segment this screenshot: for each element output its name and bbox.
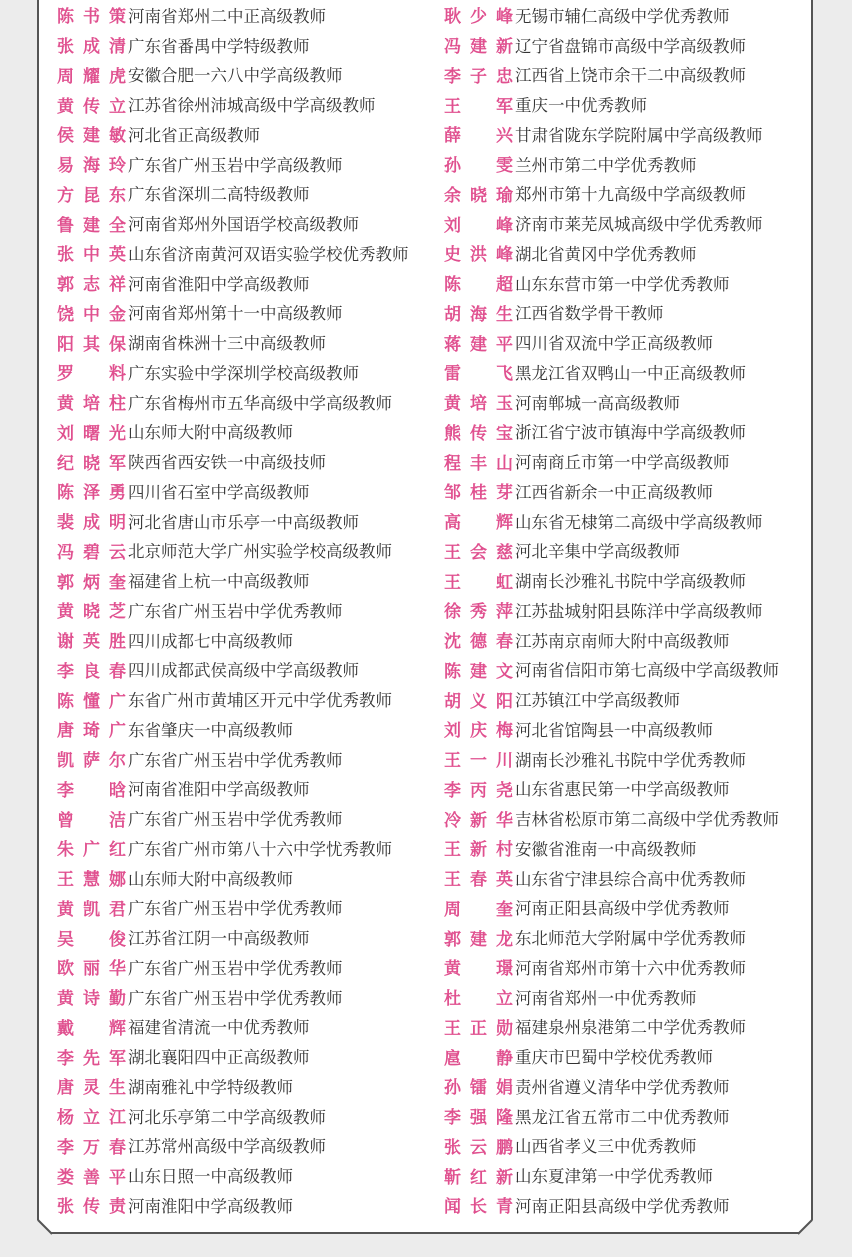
- teacher-name: 饶中金: [57, 304, 126, 325]
- teacher-title: 广东省梅州市五华高级中学高级教师: [128, 393, 392, 413]
- teacher-title: 河南正阳县高级中学优秀教师: [515, 899, 730, 919]
- teacher-row: [444, 1041, 779, 1071]
- teacher-row: [57, 327, 409, 357]
- teacher-title: 江苏省江阴一中高级教师: [128, 929, 310, 949]
- teacher-row: [57, 893, 409, 923]
- teacher-name: 陈书策: [57, 7, 126, 28]
- teacher-name: 鲁建全: [57, 215, 126, 236]
- teacher-name: 刘庆梅: [444, 721, 513, 742]
- teacher-row: [444, 1071, 779, 1101]
- teacher-name: 黄传立: [57, 96, 126, 117]
- teacher-row: [444, 1190, 779, 1220]
- teacher-name: 郭建龙: [444, 929, 513, 950]
- teacher-title: 广东省广州玉岩中学优秀教师: [128, 988, 343, 1008]
- teacher-row: [57, 387, 409, 417]
- teacher-name: 张云鹏: [444, 1137, 513, 1158]
- teacher-name: 闻长青: [444, 1197, 513, 1218]
- teacher-title: 河南商丘市第一中学高级教师: [515, 453, 730, 473]
- teacher-title: 广东省广州玉岩中学优秀教师: [128, 810, 343, 830]
- teacher-name: 孙 雯: [444, 156, 513, 177]
- teacher-row: [57, 684, 409, 714]
- teacher-title: 河南省信阳市第七高级中学高级教师: [515, 661, 779, 681]
- teacher-row: [444, 60, 779, 90]
- teacher-name: 王会慈: [444, 542, 513, 563]
- teacher-title: 安徽合肥一六八中学高级教师: [128, 66, 343, 86]
- teacher-row: [57, 208, 409, 238]
- teacher-row: [57, 417, 409, 447]
- left-teacher-column: [57, 0, 409, 1220]
- teacher-row: [57, 179, 409, 209]
- teacher-row: [57, 238, 409, 268]
- teacher-row: [444, 208, 779, 238]
- teacher-name: 周耀虎: [57, 66, 126, 87]
- teacher-row: [444, 238, 779, 268]
- teacher-row: [57, 1012, 409, 1042]
- teacher-title: 江苏常州高级中学高级教师: [128, 1137, 326, 1157]
- teacher-title: 广东省广州市第八十六中学忧秀教师: [128, 839, 392, 859]
- teacher-name: 陈泽勇: [57, 483, 126, 504]
- teacher-row: [57, 1160, 409, 1190]
- teacher-title: 江苏南京南师大附中高级教师: [515, 631, 730, 651]
- teacher-name: 李 晗: [57, 780, 126, 801]
- teacher-row: [444, 30, 779, 60]
- teacher-row: [444, 298, 779, 328]
- teacher-title: 四川省石室中学高级教师: [128, 482, 310, 502]
- teacher-name: 王新村: [444, 840, 513, 861]
- teacher-name: 张传责: [57, 1197, 126, 1218]
- teacher-row: [57, 655, 409, 685]
- teacher-row: [57, 625, 409, 655]
- teacher-title: 广东省广州玉岩中学优秀教师: [128, 899, 343, 919]
- teacher-title: 河南省郑州外国语学校高级教师: [128, 215, 359, 235]
- teacher-name: 冷新华: [444, 810, 513, 831]
- teacher-title: 山东省无棣第二高级中学高级教师: [515, 512, 763, 532]
- teacher-row: [444, 982, 779, 1012]
- teacher-title: 东省肇庆一中高级教师: [128, 720, 293, 740]
- teacher-row: [444, 327, 779, 357]
- teacher-title: 山东省济南黄河双语实验学校优秀教师: [128, 244, 409, 264]
- teacher-name: 王一川: [444, 751, 513, 772]
- teacher-row: [444, 387, 779, 417]
- teacher-row: [57, 357, 409, 387]
- teacher-name: 陈懂广: [57, 691, 126, 712]
- teacher-row: [444, 922, 779, 952]
- teacher-name: 蒋建平: [444, 334, 513, 355]
- teacher-row: [57, 1071, 409, 1101]
- teacher-title: 河北乐亭第二中学高级教师: [128, 1107, 326, 1127]
- teacher-row: [444, 1101, 779, 1131]
- teacher-title: 广东省广州玉岩中学优秀教师: [128, 958, 343, 978]
- teacher-title: 浙江省宁波市镇海中学高级教师: [515, 423, 746, 443]
- teacher-title: 北京师范大学广州实验学校高级教师: [128, 542, 392, 562]
- teacher-name: 黄诗勤: [57, 989, 126, 1010]
- teacher-name: 杜 立: [444, 989, 513, 1010]
- teacher-row: [57, 774, 409, 804]
- teacher-row: [57, 833, 409, 863]
- teacher-name: 邹桂芽: [444, 483, 513, 504]
- teacher-name: 戴 辉: [57, 1018, 126, 1039]
- teacher-title: 山东师大附中高级教师: [128, 869, 293, 889]
- teacher-title: 江西省数学骨干教师: [515, 304, 664, 324]
- teacher-name: 方昆东: [57, 185, 126, 206]
- teacher-title: 河南省郑州市第十六中优秀教师: [515, 958, 746, 978]
- teacher-name: 黄培柱: [57, 394, 126, 415]
- teacher-name: 欧丽华: [57, 959, 126, 980]
- teacher-row: [444, 625, 779, 655]
- teacher-name: 陈建文: [444, 661, 513, 682]
- teacher-name: 张中英: [57, 245, 126, 266]
- teacher-name: 熊传宝: [444, 423, 513, 444]
- teacher-row: [444, 714, 779, 744]
- teacher-name: 王 军: [444, 96, 513, 117]
- teacher-title: 东北师范大学附属中学优秀教师: [515, 929, 746, 949]
- teacher-name: 薛 兴: [444, 126, 513, 147]
- teacher-row: [444, 833, 779, 863]
- teacher-title: 河南正阳县高级中学优秀教师: [515, 1196, 730, 1216]
- teacher-name: 程丰山: [444, 453, 513, 474]
- teacher-row: [57, 149, 409, 179]
- teacher-name: 杨立江: [57, 1108, 126, 1129]
- teacher-title: 福建省清流一中优秀教师: [128, 1018, 310, 1038]
- teacher-name: 黄凯君: [57, 899, 126, 920]
- teacher-name: 黄培玉: [444, 394, 513, 415]
- teacher-title: 黑龙江省双鸭山一中正高级教师: [515, 363, 746, 383]
- teacher-title: 河南省准阳中学高级教师: [128, 780, 310, 800]
- teacher-row: [444, 684, 779, 714]
- teacher-title: 湖北襄阳四中正高级教师: [128, 1048, 310, 1068]
- teacher-name: 高 辉: [444, 513, 513, 534]
- teacher-name: 雷 飞: [444, 364, 513, 385]
- teacher-row: [444, 446, 779, 476]
- teacher-name: 耿少峰: [444, 7, 513, 28]
- teacher-name: 郭炳奎: [57, 572, 126, 593]
- teacher-row: [444, 595, 779, 625]
- teacher-row: [444, 893, 779, 923]
- teacher-name: 易海玲: [57, 156, 126, 177]
- teacher-row: [57, 60, 409, 90]
- teacher-name: 沈德春: [444, 632, 513, 653]
- teacher-title: 安徽省淮南一中高级教师: [515, 839, 697, 859]
- teacher-name: 王春英: [444, 870, 513, 891]
- teacher-title: 江苏镇江中学高级教师: [515, 691, 680, 711]
- teacher-title: 广东省深圳二高特级教师: [128, 185, 310, 205]
- teacher-title: 河北省馆陶县一中高级教师: [515, 720, 713, 740]
- teacher-row: [444, 476, 779, 506]
- teacher-title: 黑龙江省五常市二中优秀教师: [515, 1107, 730, 1127]
- teacher-name: 阳其保: [57, 334, 126, 355]
- teacher-name: 李良春: [57, 661, 126, 682]
- teacher-row: [444, 1012, 779, 1042]
- teacher-title: 江苏盐城射阳县陈洋中学高级教师: [515, 601, 763, 621]
- teacher-name: 黄晓芝: [57, 602, 126, 623]
- teacher-title: 湖南长沙雅礼书院中学优秀教师: [515, 750, 746, 770]
- teacher-title: 山东省惠民第一中学高级教师: [515, 780, 730, 800]
- teacher-name: 陈 超: [444, 275, 513, 296]
- teacher-row: [57, 922, 409, 952]
- teacher-row: [57, 89, 409, 119]
- teacher-name: 娄善平: [57, 1167, 126, 1188]
- teacher-name: 凯萨尔: [57, 751, 126, 772]
- teacher-title: 广东省广州玉岩中学优秀教师: [128, 601, 343, 621]
- teacher-row: [444, 89, 779, 119]
- teacher-title: 山东师大附中高级教师: [128, 423, 293, 443]
- teacher-row: [57, 565, 409, 595]
- teacher-name: 刘曙光: [57, 423, 126, 444]
- teacher-row: [444, 744, 779, 774]
- teacher-row: [57, 536, 409, 566]
- teacher-name: 郭志祥: [57, 275, 126, 296]
- teacher-row: [57, 298, 409, 328]
- teacher-title: 湖南省株洲十三中高级教师: [128, 334, 326, 354]
- teacher-row: [57, 595, 409, 625]
- teacher-title: 河南省淮阳中学高级教师: [128, 274, 310, 294]
- teacher-title: 辽宁省盘锦市高级中学高级教师: [515, 36, 746, 56]
- teacher-title: 河北省正高级教师: [128, 125, 260, 145]
- teacher-title: 江苏省徐州沛城高级中学高级教师: [128, 96, 376, 116]
- teacher-row: [444, 357, 779, 387]
- teacher-name: 史洪峰: [444, 245, 513, 266]
- teacher-row: [444, 536, 779, 566]
- teacher-row: [444, 1160, 779, 1190]
- teacher-row: [57, 1041, 409, 1071]
- teacher-name: 黄 璟: [444, 959, 513, 980]
- teacher-title: 江西省上饶市余干二中高级教师: [515, 66, 746, 86]
- teacher-row: [57, 1190, 409, 1220]
- teacher-name: 李先军: [57, 1048, 126, 1069]
- teacher-name: 唐灵生: [57, 1078, 126, 1099]
- teacher-title: 陕西省西安铁一中高级技师: [128, 453, 326, 473]
- teacher-title: 吉林省松原市第二高级中学优秀教师: [515, 810, 779, 830]
- teacher-title: 四川成都七中高级教师: [128, 631, 293, 651]
- teacher-name: 王 虹: [444, 572, 513, 593]
- teacher-title: 广东省广州玉岩中学优秀教师: [128, 750, 343, 770]
- teacher-row: [444, 506, 779, 536]
- teacher-row: [57, 803, 409, 833]
- teacher-name: 刘 峰: [444, 215, 513, 236]
- teacher-name: 张成清: [57, 37, 126, 58]
- teacher-title: 广东省广州玉岩中学高级教师: [128, 155, 343, 175]
- teacher-title: 济南市莱芜凤城高级中学优秀教师: [515, 215, 763, 235]
- teacher-row: [444, 0, 779, 30]
- teacher-row: [444, 655, 779, 685]
- teacher-title: 兰州市第二中学优秀教师: [515, 155, 697, 175]
- teacher-name: 侯建敏: [57, 126, 126, 147]
- teacher-name: 朱广红: [57, 840, 126, 861]
- teacher-title: 东省广州市黄埔区开元中学优秀教师: [128, 691, 392, 711]
- teacher-name: 李强隆: [444, 1108, 513, 1129]
- teacher-row: [57, 476, 409, 506]
- teacher-name: 吴 俊: [57, 929, 126, 950]
- teacher-title: 甘肃省陇东学院附属中学高级教师: [515, 125, 763, 145]
- teacher-title: 湖南长沙雅礼书院中学高级教师: [515, 572, 746, 592]
- teacher-name: 李子忠: [444, 66, 513, 87]
- teacher-name: 唐琦广: [57, 721, 126, 742]
- teacher-row: [444, 952, 779, 982]
- teacher-row: [57, 1131, 409, 1161]
- teacher-row: [57, 744, 409, 774]
- teacher-name: 胡海生: [444, 304, 513, 325]
- teacher-title: 湖北省黄冈中学优秀教师: [515, 244, 697, 264]
- teacher-title: 河南省郑州二中正高级教师: [128, 6, 326, 26]
- teacher-name: 靳红新: [444, 1167, 513, 1188]
- teacher-title: 四川成都武侯高级中学高级教师: [128, 661, 359, 681]
- teacher-row: [57, 714, 409, 744]
- teacher-row: [444, 268, 779, 298]
- teacher-name: 王慧娜: [57, 870, 126, 891]
- teacher-row: [57, 506, 409, 536]
- teacher-title: 广东省番禺中学特级教师: [128, 36, 310, 56]
- teacher-title: 山东省宁津县综合高中优秀教师: [515, 869, 746, 889]
- teacher-row: [57, 982, 409, 1012]
- teacher-row: [444, 774, 779, 804]
- teacher-row: [444, 149, 779, 179]
- teacher-name: 李丙尧: [444, 780, 513, 801]
- teacher-row: [444, 119, 779, 149]
- teacher-name: 谢英胜: [57, 632, 126, 653]
- teacher-row: [57, 863, 409, 893]
- teacher-name: 曾 洁: [57, 810, 126, 831]
- teacher-title: 责州省遵义清华中学优秀教师: [515, 1077, 730, 1097]
- teacher-title: 山东东营市第一中学优秀教师: [515, 274, 730, 294]
- teacher-title: 山西省孝义三中优秀教师: [515, 1137, 697, 1157]
- teacher-title: 河北省唐山市乐亭一中高级教师: [128, 512, 359, 532]
- teacher-row: [57, 119, 409, 149]
- teacher-name: 冯建新: [444, 37, 513, 58]
- teacher-row: [57, 0, 409, 30]
- teacher-row: [57, 446, 409, 476]
- teacher-row: [444, 863, 779, 893]
- teacher-row: [444, 803, 779, 833]
- teacher-title: 山东夏津第一中学优秀教师: [515, 1167, 713, 1187]
- teacher-title: 河北辛集中学高级教师: [515, 542, 680, 562]
- teacher-name: 徐秀萍: [444, 602, 513, 623]
- teacher-title: 郑州市第十九高级中学高级教师: [515, 185, 746, 205]
- teacher-title: 江西省新余一中正高级教师: [515, 482, 713, 502]
- teacher-name: 王正勋: [444, 1018, 513, 1039]
- teacher-title: 福建省上杭一中高级教师: [128, 572, 310, 592]
- teacher-title: 河南淮阳中学高级教师: [128, 1196, 293, 1216]
- teacher-name: 纪晓军: [57, 453, 126, 474]
- teacher-row: [444, 179, 779, 209]
- right-teacher-column: [444, 0, 779, 1220]
- teacher-row: [444, 1131, 779, 1161]
- teacher-name: 余晓瑜: [444, 185, 513, 206]
- teacher-row: [444, 417, 779, 447]
- teacher-name: 冯碧云: [57, 542, 126, 563]
- teacher-row: [57, 1101, 409, 1131]
- teacher-title: 广东实验中学深圳学校高级教师: [128, 363, 359, 383]
- teacher-row: [57, 30, 409, 60]
- teacher-title: 重庆一中优秀教师: [515, 96, 647, 116]
- teacher-title: 河南郸城一高高级教师: [515, 393, 680, 413]
- teacher-name: 胡义阳: [444, 691, 513, 712]
- teacher-title: 河南省郑州第十一中高级教师: [128, 304, 343, 324]
- teacher-row: [57, 952, 409, 982]
- teacher-title: 无锡市辅仁高级中学优秀教师: [515, 6, 730, 26]
- teacher-title: 湖南雅礼中学特级教师: [128, 1077, 293, 1097]
- teacher-row: [57, 268, 409, 298]
- teacher-name: 孙镭娟: [444, 1078, 513, 1099]
- teacher-title: 河南省郑州一中优秀教师: [515, 988, 697, 1008]
- teacher-title: 重庆市巴蜀中学校优秀教师: [515, 1048, 713, 1068]
- teacher-title: 四川省双流中学正高级教师: [515, 334, 713, 354]
- teacher-title: 福建泉州泉港第二中学优秀教师: [515, 1018, 746, 1038]
- teacher-name: 裴成明: [57, 513, 126, 534]
- teacher-name: 周 奎: [444, 899, 513, 920]
- teacher-title: 山东日照一中高级教师: [128, 1167, 293, 1187]
- teacher-name: 扈 静: [444, 1048, 513, 1069]
- teacher-row: [444, 565, 779, 595]
- teacher-name: 李万春: [57, 1137, 126, 1158]
- teacher-name: 罗 料: [57, 364, 126, 385]
